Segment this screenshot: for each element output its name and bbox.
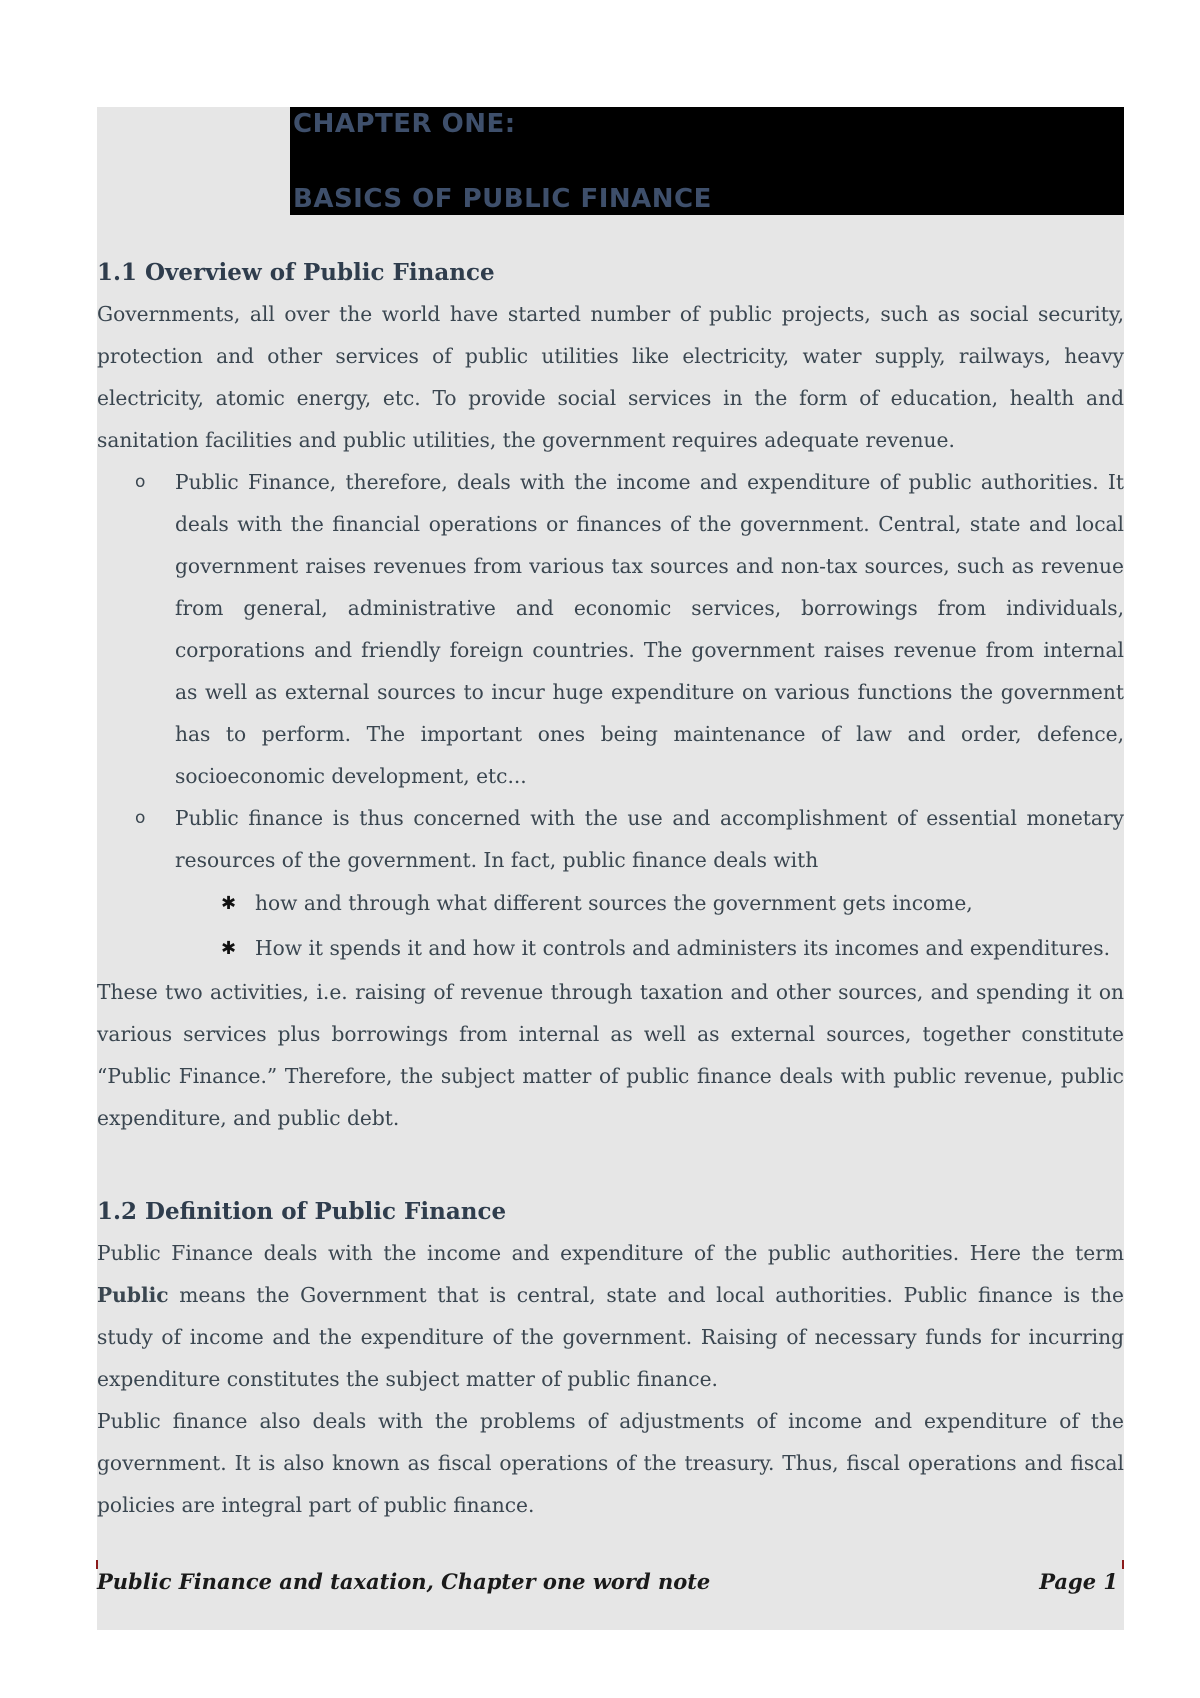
footer-document-title: Public Finance and taxation, Chapter one word note	[97, 1569, 711, 1594]
definition-text-start: Public Finance deals with the income and expenditure of the public authorities. Here the term	[97, 1241, 1124, 1265]
page-number: Page 1	[1039, 1569, 1118, 1594]
hollow-bullet-icon: o	[135, 472, 146, 492]
star-bullet-icon: ✱	[221, 893, 237, 914]
list-item-text: Public Finance, therefore, deals with the income and expenditure of public authorities. It deals with the financial operations or finances of the government. Central, state and local government raises revenues from various tax sources and non-tax sources, such as revenue from general, administrative and economic services, borrowings from individuals, corporations and friendly foreign countries. The government raises revenue from internal as well as external sources to incur huge expenditure on various functions the government has to perform. The important ones being maintenance of law and order, defence, socioeconomic development, etc...	[175, 470, 1124, 788]
definition-paragraph-1	[97, 1232, 1124, 1400]
definition-term-public: Public	[97, 1283, 169, 1307]
section-heading-definition: 1.2 Definition of Public Finance	[97, 1198, 507, 1225]
chapter-title-banner	[290, 107, 1124, 215]
chapter-number: CHAPTER ONE:	[293, 109, 516, 139]
list-item-text: Public finance is thus concerned with the use and accomplishment of essential monetary resources of the government. In fact, public finance deals with	[175, 806, 1124, 872]
star-bullet-icon: ✱	[221, 938, 237, 959]
overview-closing-paragraph: These two activities, i.e. raising of revenue through taxation and other sources, and spending it on various services plus borrowings from internal as well as external sources, together constitute “Public Finance.” Therefore, the subject matter of public finance deals with public revenue, public expenditure, and public debt.	[97, 980, 1124, 1130]
hollow-bullet-icon: o	[135, 808, 146, 828]
document-body	[97, 255, 1124, 1526]
chapter-title: BASICS OF PUBLIC FINANCE	[293, 184, 712, 214]
sub-bullet-list	[97, 881, 1124, 971]
overview-bullet-list	[97, 461, 1124, 881]
list-item	[97, 926, 1124, 971]
list-item	[97, 461, 1124, 797]
definition-text-end: means the Government that is central, state and local authorities. Public finance is the study of income and the expenditure of the government. Raising of necessary funds for incurring expenditure constitutes the subject matter of public finance.	[97, 1283, 1124, 1391]
page-footer	[97, 1565, 1124, 1601]
list-item	[97, 881, 1124, 926]
overview-intro-paragraph: Governments, all over the world have started number of public projects, such as social security, protection and other services of public utilities like electricity, water supply, railways, heavy electricity, atomic energy, etc. To provide social services in the form of education, health and sanitation facilities and public utilities, the government requires adequate revenue.	[97, 302, 1124, 452]
list-item-text: How it spends it and how it controls and administers its incomes and expenditures.	[255, 936, 1111, 960]
section-heading-overview: 1.1 Overview of Public Finance	[97, 259, 495, 286]
list-item	[97, 797, 1124, 881]
list-item-text: how and through what different sources the government gets income,	[255, 891, 973, 915]
definition-paragraph-2: Public finance also deals with the problems of adjustments of income and expenditure of the government. It is also known as fiscal operations of the treasury. Thus, fiscal operations and fiscal policies are integral part of public finance.	[97, 1409, 1124, 1517]
